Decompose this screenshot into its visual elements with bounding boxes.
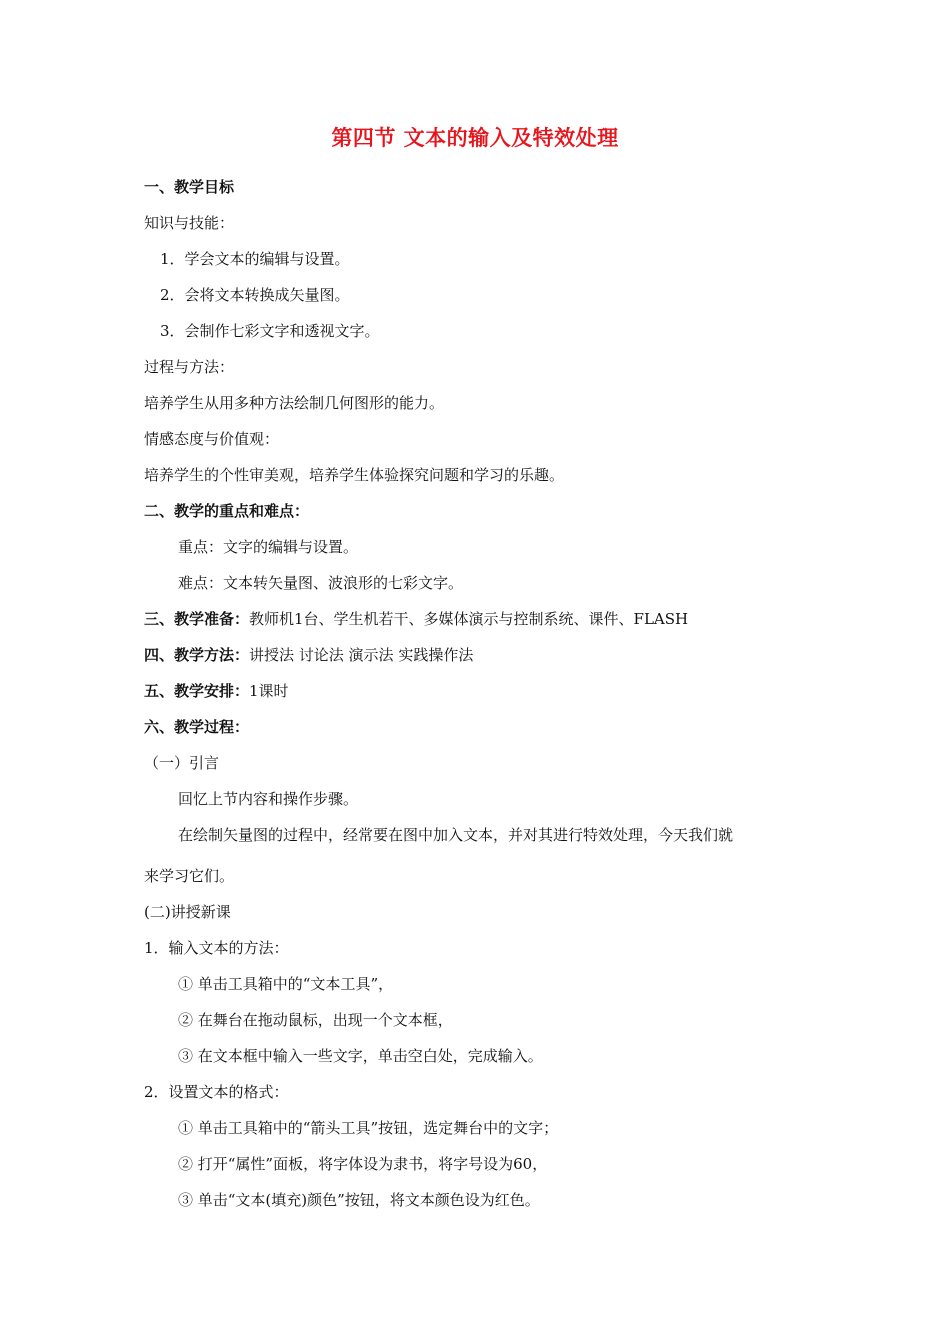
emotion-text: 培养学生的个性审美观，培养学生体验探究问题和学习的乐趣。: [144, 466, 565, 484]
knowledge-item-3: 3．会制作七彩文字和透视文字。: [160, 322, 380, 340]
section3-text: 教师机1台、学生机若干、多媒体演示与控制系统、课件、FLASH: [249, 610, 689, 628]
section5-text: 1课时: [249, 682, 289, 700]
step1-label: 1．输入文本的方法：: [144, 939, 289, 957]
intro-line-1: 回忆上节内容和操作步骤。: [178, 790, 359, 808]
step2-item-1: ① 单击工具箱中的“箭头工具”按钮，选定舞台中的文字；: [178, 1119, 559, 1137]
difficult-point: 难点：文本转矢量图、波浪形的七彩文字。: [178, 574, 464, 592]
section4-text: 讲授法 讨论法 演示法 实践操作法: [249, 646, 474, 664]
lecture-label: (二)讲授新课: [144, 903, 231, 921]
intro-line-2: 在绘制矢量图的过程中，经常要在图中加入文本，并对其进行特效处理，今天我们就: [178, 826, 734, 844]
section1-heading: 一、教学目标: [144, 178, 235, 196]
section6-heading: 六、教学过程：: [144, 718, 250, 736]
section4-heading: 四、教学方法：: [144, 646, 250, 664]
section2-heading: 二、教学的重点和难点：: [144, 502, 310, 520]
emotion-label: 情感态度与价值观：: [144, 430, 280, 448]
key-point: 重点：文字的编辑与设置。: [178, 538, 359, 556]
section4-row: [144, 645, 473, 665]
step1-item-1: ① 单击工具箱中的“文本工具”，: [178, 975, 394, 993]
knowledge-label: 知识与技能：: [144, 214, 235, 232]
step1-item-3: ③ 在文本框中输入一些文字，单击空白处，完成输入。: [178, 1047, 543, 1065]
process-label: 过程与方法：: [144, 358, 235, 376]
process-text: 培养学生从用多种方法绘制几何图形的能力。: [144, 394, 445, 412]
section5-row: [144, 681, 289, 701]
step1-item-2: ② 在舞台在拖动鼠标，出现一个文本框，: [178, 1011, 453, 1029]
section5-heading: 五、教学安排：: [144, 682, 250, 700]
intro-label: （一）引言: [144, 754, 220, 772]
knowledge-item-1: 1．学会文本的编辑与设置。: [160, 250, 350, 268]
step2-item-3: ③ 单击“文本(填充)颜色”按钮，将文本颜色设为红色。: [178, 1191, 540, 1209]
step2-label: 2．设置文本的格式：: [144, 1083, 289, 1101]
intro-line-3: 来学习它们。: [144, 867, 235, 885]
section3-heading: 三、教学准备：: [144, 610, 250, 628]
section3-row: [144, 609, 688, 629]
step2-item-2: ② 打开“属性”面板，将字体设为隶书，将字号设为60，: [178, 1155, 548, 1173]
knowledge-item-2: 2．会将文本转换成矢量图。: [160, 286, 350, 304]
page-title: 第四节 文本的输入及特效处理: [331, 126, 619, 150]
